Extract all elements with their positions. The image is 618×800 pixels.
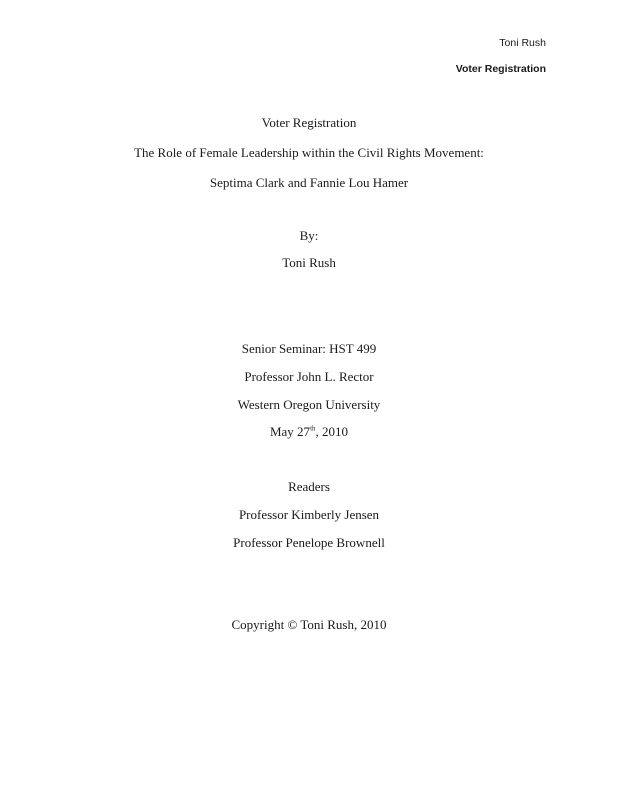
document-title: Voter Registration xyxy=(261,115,357,130)
header-author: Toni Rush xyxy=(499,37,546,49)
course-name: Senior Seminar: HST 499 xyxy=(241,341,377,356)
copyright-notice: Copyright © Toni Rush, 2010 xyxy=(231,617,387,632)
document-subtitle: The Role of Female Leadership within the Civil Rights Movement: xyxy=(134,145,484,160)
submission-date: May 27th, 2010 xyxy=(269,424,349,439)
university-name: Western Oregon University xyxy=(237,397,381,412)
readers-label: Readers xyxy=(288,479,330,494)
reader-name: Professor Kimberly Jensen xyxy=(238,507,380,522)
header-running-title: Voter Registration xyxy=(455,63,546,75)
document-subtitle-2: Septima Clark and Fannie Lou Hamer xyxy=(209,175,409,190)
by-label: By: xyxy=(299,228,319,243)
professor-name: Professor John L. Rector xyxy=(244,369,374,384)
reader-name: Professor Penelope Brownell xyxy=(233,535,385,550)
author-name: Toni Rush xyxy=(282,255,336,270)
